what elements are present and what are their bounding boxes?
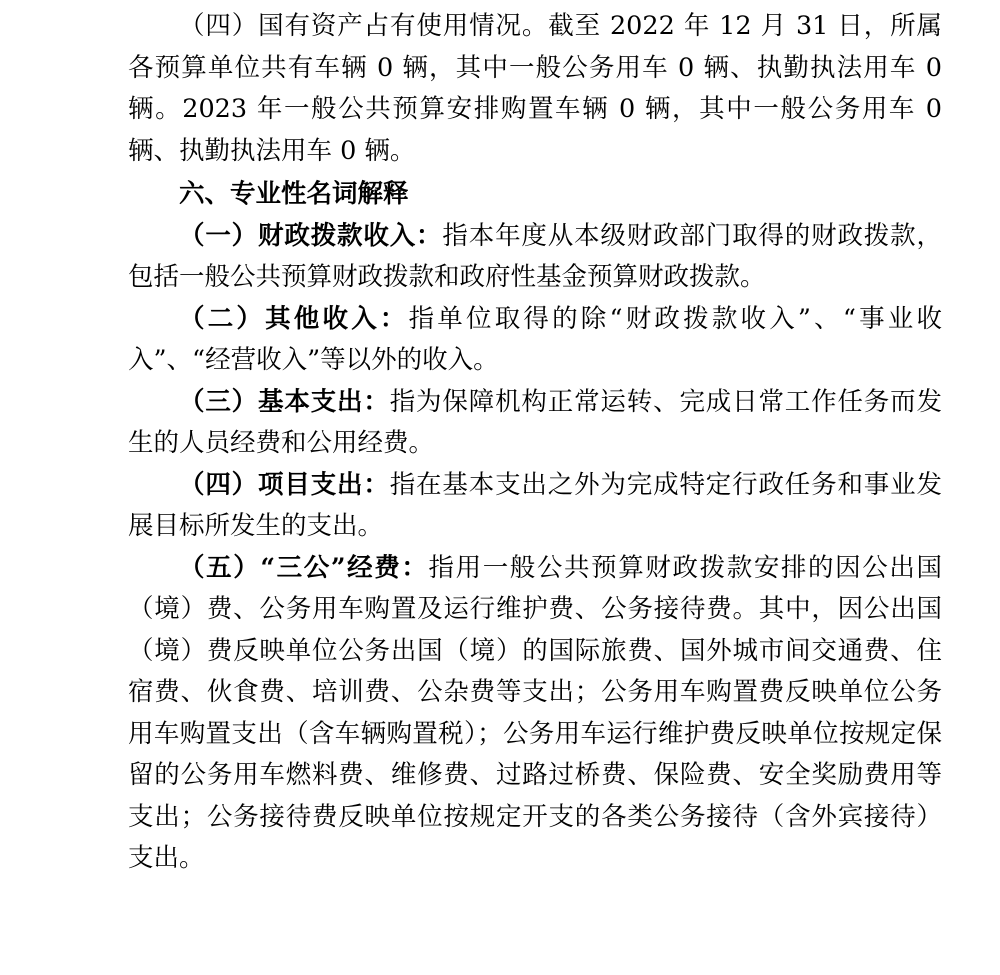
paragraph-term-other-income — [128, 299, 942, 382]
paragraph-term-project-expenditure — [128, 465, 942, 548]
paragraph-state-assets: （四）国有资产占有使用情况。截至 2022 年 12 月 31 日，所属各预算单位共有车辆 0 辆，其中一般公务用车 0 辆、执勤执法用车 0 辆。2023 年一般公共预算安排购置车辆 0 辆，其中一般公务用车 0 辆、执勤执法用车 0 辆。 — [128, 11, 942, 166]
term-label-fiscal-appropriation-income: （一）财政拨款收入： — [179, 220, 443, 251]
paragraph-term-basic-expenditure — [128, 382, 942, 465]
term-body-project-expenditure: 指在基本支出之外为完成特定行政任务和事业发展目标所发生的支出。 — [128, 469, 942, 541]
paragraph-term-fiscal-appropriation-income — [128, 216, 942, 299]
term-label-other-income: （二）其他收入： — [179, 303, 409, 334]
term-body-fiscal-appropriation-income: 指本年度从本级财政部门取得的财政拨款，包括一般公共预算财政拨款和政府性基金预算财政拨款。 — [128, 220, 942, 292]
term-body-three-public-expenses: 指用一般公共预算财政拨款安排的因公出国（境）费、公务用车购置及运行维护费、公务接待费。其中，因公出国（境）费反映单位公务出国（境）的国际旅费、国外城市间交通费、住宿费、伙食费、培训费、公杂费等支出；公务用车购置费反映单位公务用车购置支出（含车辆购置税）；公务用车运行维护费反映单位按规定保留的公务用车燃料费、维修费、过路过桥费、保险费、安全奖励费用等支出；公务接待费反映单位按规定开支的各类公务接待（含外宾接待）支出。 — [128, 552, 942, 873]
term-body-basic-expenditure: 指为保障机构正常运转、完成日常工作任务而发生的人员经费和公用经费。 — [128, 386, 942, 458]
section-heading-six: 六、专业性名词解释 — [179, 179, 409, 209]
term-label-project-expenditure: （四）项目支出： — [179, 469, 390, 500]
term-body-other-income: 指单位取得的除“财政拨款收入”、“事业收入”、“经营收入”等以外的收入。 — [128, 303, 942, 375]
paragraph-term-three-public-expenses — [128, 548, 942, 880]
term-label-basic-expenditure: （三）基本支出： — [179, 386, 390, 417]
term-label-three-public-expenses: （五）“三公”经费： — [179, 552, 429, 583]
